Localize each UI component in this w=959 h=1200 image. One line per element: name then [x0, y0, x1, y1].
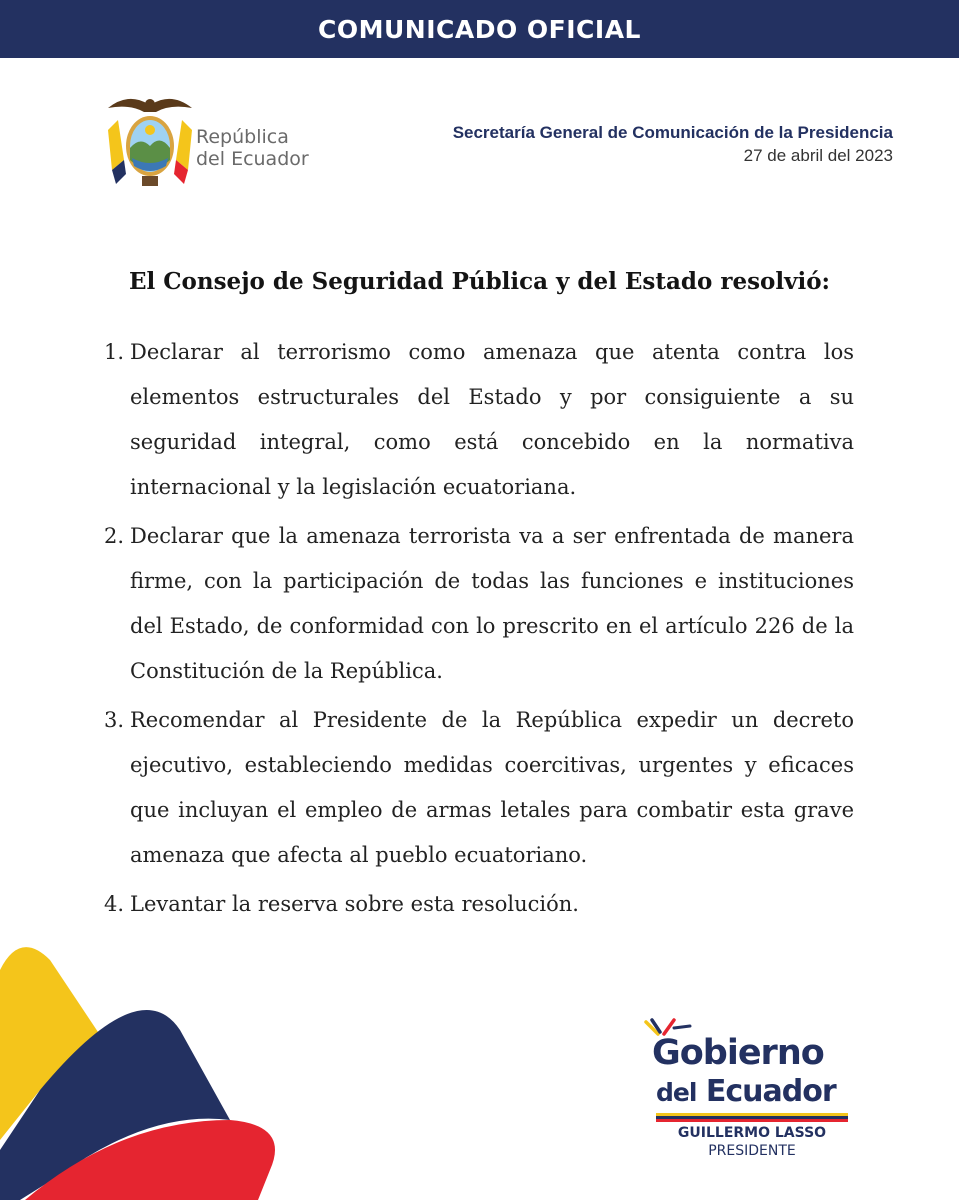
- item-text: Levantar la reserva sobre esta resolución.: [130, 892, 579, 916]
- government-logo: [640, 1018, 860, 1168]
- logo-subtitle-small: del: [656, 1078, 697, 1107]
- republic-name: [196, 126, 309, 170]
- resolution-heading: El Consejo de Seguridad Pública y del Estado resolvió:: [128, 268, 831, 295]
- item-text: Declarar que la amenaza terrorista va a ser enfrentada de manera firme, con la participación de todas las funciones e instituciones del Estado, de conformidad con lo prescrito en el artículo 226 de la Constitución de la República.: [130, 524, 854, 683]
- item-text: Recomendar al Presidente de la República expedir un decreto ejecutivo, estableciendo medidas coercitivas, urgentes y eficaces que incluyan el empleo de armas letales para combatir esta grave amenaza que afecta al pueblo ecuatoriano.: [130, 708, 854, 867]
- banner-title: COMUNICADO OFICIAL: [318, 14, 641, 44]
- decorative-flag-shapes: [0, 940, 300, 1200]
- item-number: 4.: [104, 892, 125, 916]
- item-text: Declarar al terrorismo como amenaza que atenta contra los elementos estructurales del Estado y por consiguiente a su seguridad integral, como está concebido en la normativa internacional y la legislación ecuatoriana.: [130, 340, 854, 499]
- item-number: 2.: [104, 524, 125, 548]
- president-role: PRESIDENTE: [708, 1143, 796, 1159]
- list-item: [104, 330, 854, 510]
- logo-subtitle-big: Ecuador: [705, 1074, 836, 1109]
- logo-title: Gobierno: [652, 1033, 824, 1073]
- list-item: [104, 698, 854, 878]
- president-block: [640, 1124, 864, 1160]
- list-item: [104, 514, 854, 694]
- logo-subtitle: [656, 1074, 836, 1111]
- issuer-block: [453, 121, 893, 167]
- republic-line-1: República: [196, 126, 289, 148]
- logo-flag-stripes: [656, 1113, 848, 1122]
- item-number: 3.: [104, 708, 125, 732]
- coat-of-arms-icon: [104, 90, 196, 196]
- secretariat-name: Secretaría General de Comunicación de la Presidencia: [452, 123, 893, 142]
- president-name: GUILLERMO LASSO: [677, 1125, 827, 1141]
- resolution-list: [104, 330, 854, 931]
- republic-line-2: del Ecuador: [196, 148, 309, 170]
- communique-date: 27 de abril del 2023: [743, 146, 893, 165]
- item-number: 1.: [104, 340, 125, 364]
- header-banner: [0, 0, 959, 58]
- list-item: [104, 882, 854, 927]
